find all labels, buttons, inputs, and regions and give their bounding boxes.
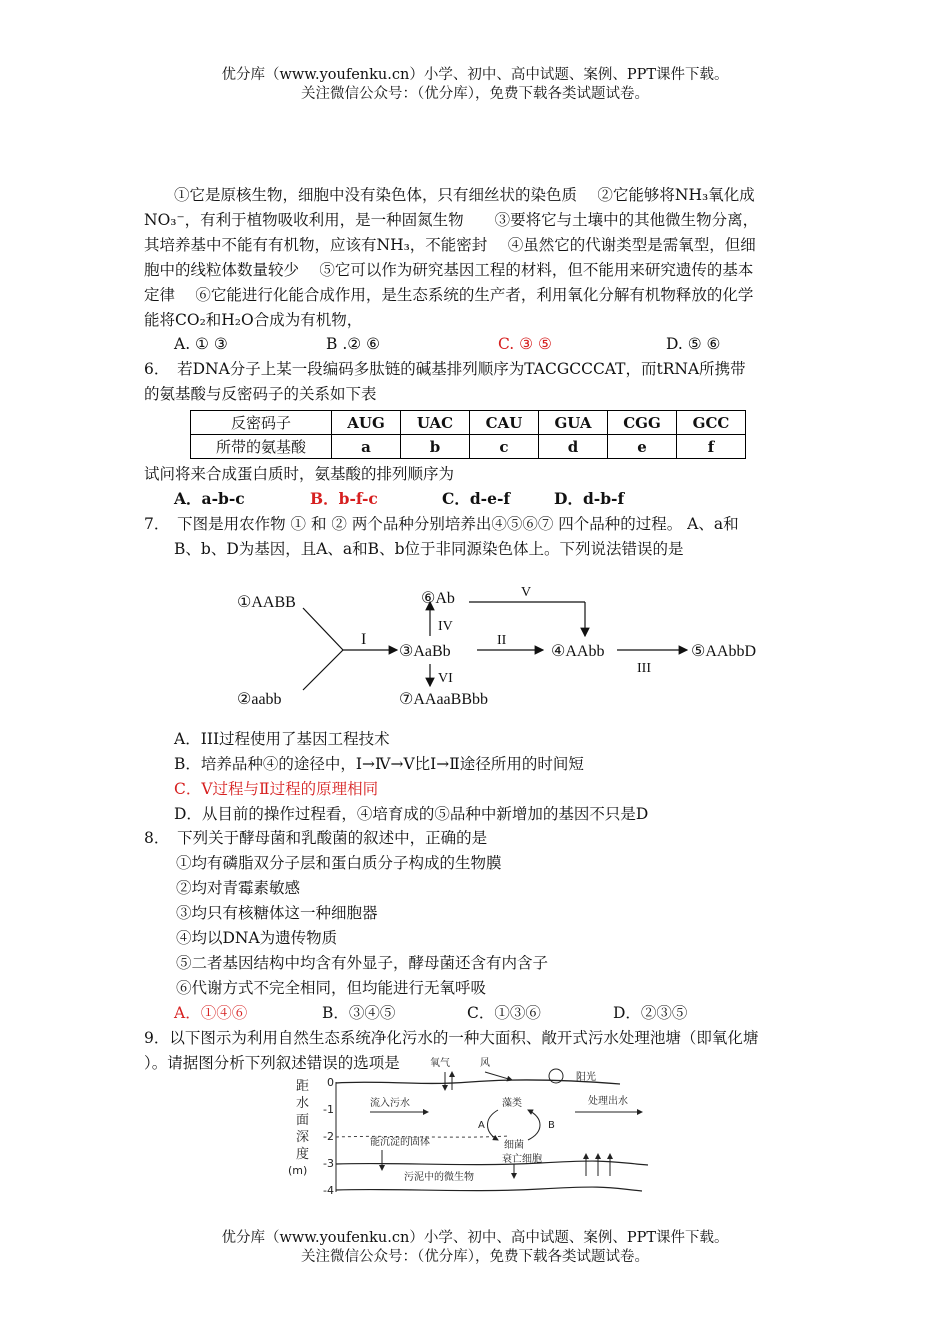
q8-statement-1: ①均有磷脂双分子层和蛋白质分子构成的生物膜 [176, 854, 502, 873]
q6-line-2: 的氨基酸与反密码子的关系如下表 [144, 385, 377, 404]
anticodon-cell: AUG [332, 411, 401, 435]
sun-label: 阳光 [576, 1072, 596, 1083]
label-ii: II [497, 633, 507, 648]
cycle-arrow-a [488, 1110, 499, 1140]
header-line-2: 关注微信公众号：（优分库），免费下载各类试题试卷。 [301, 86, 649, 102]
wind-label: 风 [480, 1058, 490, 1069]
page-footer [0, 1229, 950, 1267]
oxygen-label: 氧气 [430, 1058, 450, 1069]
label-vi: VI [438, 671, 453, 686]
q8-option-c: C．①③⑥ [467, 1003, 541, 1022]
amino-acid-row [191, 435, 746, 459]
cross-line-top [303, 608, 343, 650]
bottom-line [336, 1187, 642, 1191]
label-a: A [478, 1120, 485, 1131]
node-4: ④AAbb [551, 643, 605, 660]
ylabel-2: 水 [296, 1096, 310, 1111]
tick-0: 0 [327, 1076, 334, 1089]
footer-line-2: 关注微信公众号：（优分库），免费下载各类试题试卷。 [301, 1249, 649, 1265]
ylabel-unit: (m) [288, 1164, 308, 1177]
q8-option-d: D．②③⑤ [613, 1003, 688, 1022]
ylabel-4: 深 [296, 1130, 310, 1145]
node-3: ③AaBb [399, 643, 451, 660]
amino-acid-cell: d [539, 435, 608, 459]
q6-options [144, 487, 812, 512]
q7-option-c: C．Ⅴ过程与Ⅱ过程的原理相同 [174, 779, 379, 798]
node-5: ⑤AAbbD [691, 643, 757, 660]
inflow-label: 流入污水 [370, 1098, 410, 1109]
anticodon-cell: GUA [539, 411, 608, 435]
q8-line-1: 8． 下列关于酵母菌和乳酸菌的叙述中，正确的是 [144, 829, 488, 848]
dead-cells-label: 衰亡细胞 [502, 1154, 542, 1165]
q7-line-2: B、b、D为基因，且A、a和B、b位于非同源染色体上。下列说法错误的是 [174, 539, 684, 558]
tick-1: -1 [323, 1103, 334, 1116]
q5-line-4: 胞中的线粒体数量较少 ⑤它可以作为研究基因工程的材料，但不能用来研究遗传的基本 [144, 260, 754, 279]
footer-line-1: 优分库（www.youfenku.cn）小学、初中、高中试题、案例、PPT课件下载。 [221, 1230, 729, 1246]
outflow-label: 处理出水 [588, 1096, 628, 1107]
q8-options [144, 1001, 812, 1026]
q6-option-c: C．d-e-f [442, 489, 511, 509]
cross-line-bottom [303, 650, 343, 690]
q6-option-d: D．d-b-f [554, 489, 625, 509]
anticodon-header: 反密码子 [191, 411, 332, 435]
tick-3: -3 [323, 1157, 334, 1170]
node-1: ①AABB [237, 594, 296, 611]
q6-line-1: 6． 若DNA分子上某一段编码多肽链的碱基排列顺序为TACGCCCAT，而tRNA所携带 [144, 360, 746, 379]
q5-line-5: 定律 ⑥它能进行化能合成作用，是生态系统的生产者，利用氧化分解有机物释放的化学 [144, 285, 754, 304]
node-2: ②aabb [237, 691, 282, 708]
amino-acid-cell: b [401, 435, 470, 459]
label-i: I [361, 631, 367, 648]
q8-option-a: A．①④⑥ [174, 1003, 248, 1022]
breeding-diagram [225, 578, 785, 713]
bacteria-label: 细菌 [504, 1140, 524, 1151]
anticodon-cell: UAC [401, 411, 470, 435]
q7-option-a: A．III过程使用了基因工程技术 [174, 729, 390, 748]
q8-statement-2: ②均对青霉素敏感 [176, 879, 301, 898]
q8-statement-5: ⑤二者基因结构中均含有外显子，酵母菌还含有内含子 [176, 953, 549, 972]
anticodon-cell: GCC [677, 411, 746, 435]
ylabel-3: 面 [296, 1113, 310, 1128]
cycle-arrow-b [528, 1110, 540, 1140]
q9-line-2: ）。请据图分析下列叙述错误的选项是 [144, 1053, 400, 1072]
q7-option-b: B．培养品种④的途径中，Ⅰ→Ⅳ→Ⅴ比Ⅰ→Ⅱ途径所用的时间短 [174, 754, 584, 773]
solids-label: 能沉淀的固体 [370, 1137, 430, 1148]
wind-arrow [485, 1072, 512, 1080]
sludge-label: 污泥中的微生物 [404, 1172, 474, 1183]
q9-line-1: 9．以下图示为利用自然生态系统净化污水的一种大面积、敞开式污水处理池塘（即氧化塘 [144, 1028, 759, 1047]
q8-statement-6: ⑥代谢方式不完全相同，但均能进行无氧呼吸 [176, 978, 487, 997]
q6-option-b: B．b-f-c [310, 489, 378, 509]
ylabel-5: 度 [296, 1147, 310, 1162]
node-6: ⑥Ab [421, 590, 455, 607]
amino-acid-cell: f [677, 435, 746, 459]
tick-2: -2 [323, 1130, 334, 1143]
q5-line-2: NO₃⁻，有利于植物吸收利用，是一种固氮生物 ③要将它与土壤中的其他微生物分离， [144, 210, 759, 229]
anticodon-cell: CGG [608, 411, 677, 435]
q8-statement-4: ④均以DNA为遗传物质 [176, 929, 338, 948]
codon-table [190, 410, 746, 459]
q7-line-1: 7． 下图是用农作物 ① 和 ② 两个品种分别培养出④⑤⑥⑦ 四个品种的过程。 A、a和 [144, 514, 739, 533]
page-header [0, 66, 950, 104]
amino-acid-header: 所带的氨基酸 [191, 435, 332, 459]
q5-line-1: ①它是原核生物，细胞中没有染色体，只有细丝状的染色质 ②它能够将NH₃氧化成 [174, 186, 755, 204]
ylabel-1: 距 [296, 1079, 310, 1094]
q5-line-3: 其培养基中不能有有机物，应该有NH₃，不能密封 ④虽然它的代谢类型是需氧型，但细 [144, 235, 756, 254]
q5-option-b: B .② ⑥ [326, 335, 380, 354]
node-7: ⑦AAaaBBbb [399, 691, 488, 708]
depth-ticks [323, 1076, 334, 1197]
label-iii: III [637, 661, 651, 676]
q6-option-a: A．a-b-c [174, 489, 245, 509]
anticodon-row [191, 411, 746, 435]
q5-option-a: A. ① ③ [174, 335, 228, 354]
label-iv: IV [438, 619, 453, 634]
sludge-line [336, 1161, 648, 1165]
label-b: B [548, 1120, 555, 1131]
depth-axis-label [288, 1079, 309, 1177]
anticodon-cell: CAU [470, 411, 539, 435]
q5-line-6: 能将CO₂和H₂O合成为有机物， [144, 310, 363, 329]
q5-option-c: C. ③ ⑤ [498, 335, 552, 354]
q5-option-d: D. ⑤ ⑥ [666, 335, 721, 354]
amino-acid-cell: e [608, 435, 677, 459]
tick-4: -4 [323, 1184, 334, 1197]
amino-acid-cell: c [470, 435, 539, 459]
q7-option-d: D．从目前的操作过程看，④培育成的⑤品种中新增加的基因不只是D [174, 804, 649, 823]
q5-options [144, 332, 812, 357]
q8-option-b: B．③④⑤ [322, 1003, 396, 1022]
q8-statement-3: ③均只有核糖体这一种细胞器 [176, 904, 378, 923]
q6-line-3: 试问将来合成蛋白质时，氨基酸的排列顺序为 [144, 465, 455, 484]
oxidation-pond-diagram [270, 1050, 660, 1205]
header-line-1: 优分库（www.youfenku.cn）小学、初中、高中试题、案例、PPT课件下载。 [221, 67, 729, 83]
algae-label: 藻类 [502, 1098, 522, 1109]
amino-acid-cell: a [332, 435, 401, 459]
label-v: V [521, 585, 532, 600]
